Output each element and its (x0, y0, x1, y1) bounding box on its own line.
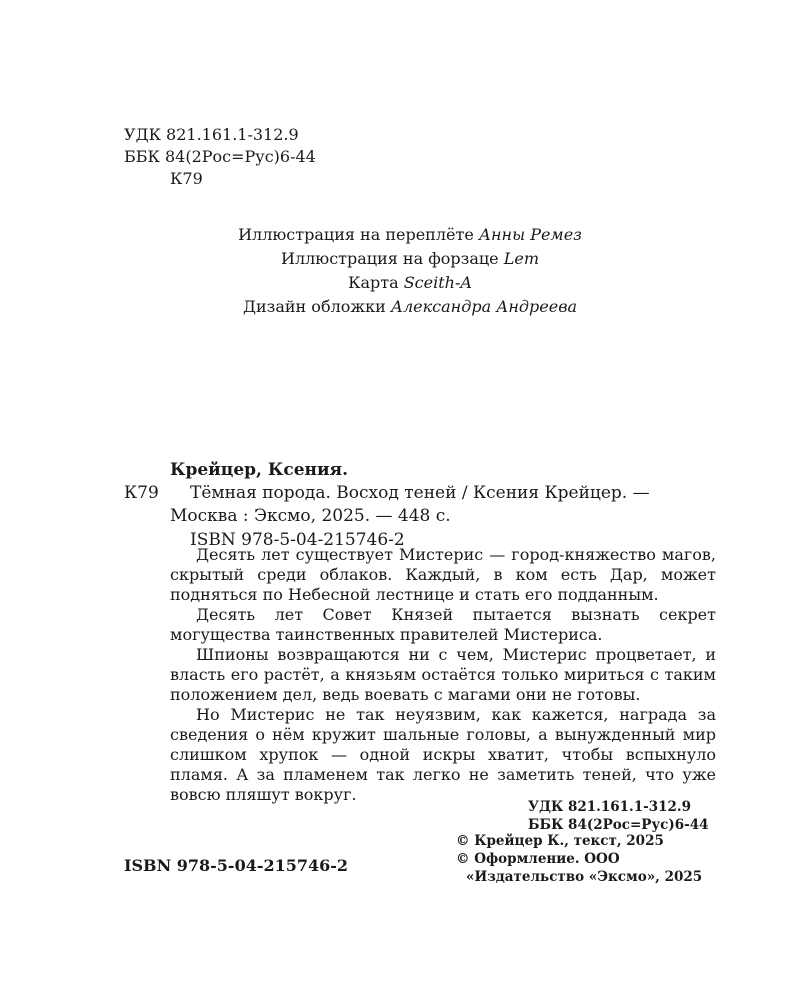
credit-map (0, 271, 800, 295)
credit-cover-design (0, 295, 800, 319)
copyright-design: © Оформление. ООО (456, 851, 620, 867)
author-heading: Крейцер, Ксения. (170, 460, 349, 480)
credit-name: Sceith-A (403, 273, 472, 292)
credit-role: Иллюстрация на форзаце (280, 249, 499, 268)
isbn-statement: ISBN 978-5-04-215746-2 (190, 530, 405, 550)
credit-name: Lem (503, 249, 539, 268)
credit-endpaper-illustration (0, 247, 800, 271)
isbn-bottom: ISBN 978-5-04-215746-2 (124, 856, 349, 875)
cutter-number: К79 (124, 483, 159, 503)
copyright-text: © Крейцер К., текст, 2025 (456, 833, 664, 849)
credit-role: Карта (348, 273, 399, 292)
credits-block (0, 223, 800, 319)
bottom-udk-code: УДК 821.161.1-312.9 (528, 799, 691, 815)
title-statement: Тёмная порода. Восход теней / Ксения Крейцер. — (190, 483, 650, 503)
abstract-paragraph: Десять лет Совет Князей пытается вызнать секрет могущества таинственных правителей Мистериса. (170, 605, 716, 644)
udk-code: УДК 821.161.1-312.9 (124, 125, 299, 144)
credit-name: Александра Андреева (390, 297, 578, 316)
credit-cover-illustration (0, 223, 800, 247)
abstract-paragraph: Десять лет существует Мистерис — город-княжество магов, скрытый среди облаков. Каждый, в ком есть Дар, может подняться по Небесной лестнице и стать его подданным. (170, 545, 716, 604)
author-sign: К79 (170, 169, 203, 188)
abstract (170, 545, 716, 805)
bbk-code: ББК 84(2Рос=Рус)6-44 (124, 147, 316, 166)
bottom-bbk-code: ББК 84(2Рос=Рус)6-44 (528, 817, 709, 833)
credit-role: Дизайн обложки (242, 297, 386, 316)
copyright-publisher: «Издательство «Эксмо», 2025 (466, 869, 703, 885)
abstract-paragraph: Но Мистерис не так неуязвим, как кажется, награда за сведения о нём кружит шальные головы, а вынужденный мир слишком хрупок — одной искры хватит, чтобы вспыхнуло пламя. А за пламенем так легко не заметить теней, что уже вовсю пляшут вокруг. (170, 705, 716, 804)
credit-name: Анны Ремез (478, 225, 582, 244)
abstract-paragraph: Шпионы возвращаются ни с чем, Мистерис процветает, и власть его растёт, а князьям остаётся только мириться с таким положением дел, ведь воевать с магами они не готовы. (170, 645, 716, 704)
credit-role: Иллюстрация на переплёте (238, 225, 474, 244)
publication-statement: Москва : Эксмо, 2025. — 448 с. (170, 506, 451, 526)
